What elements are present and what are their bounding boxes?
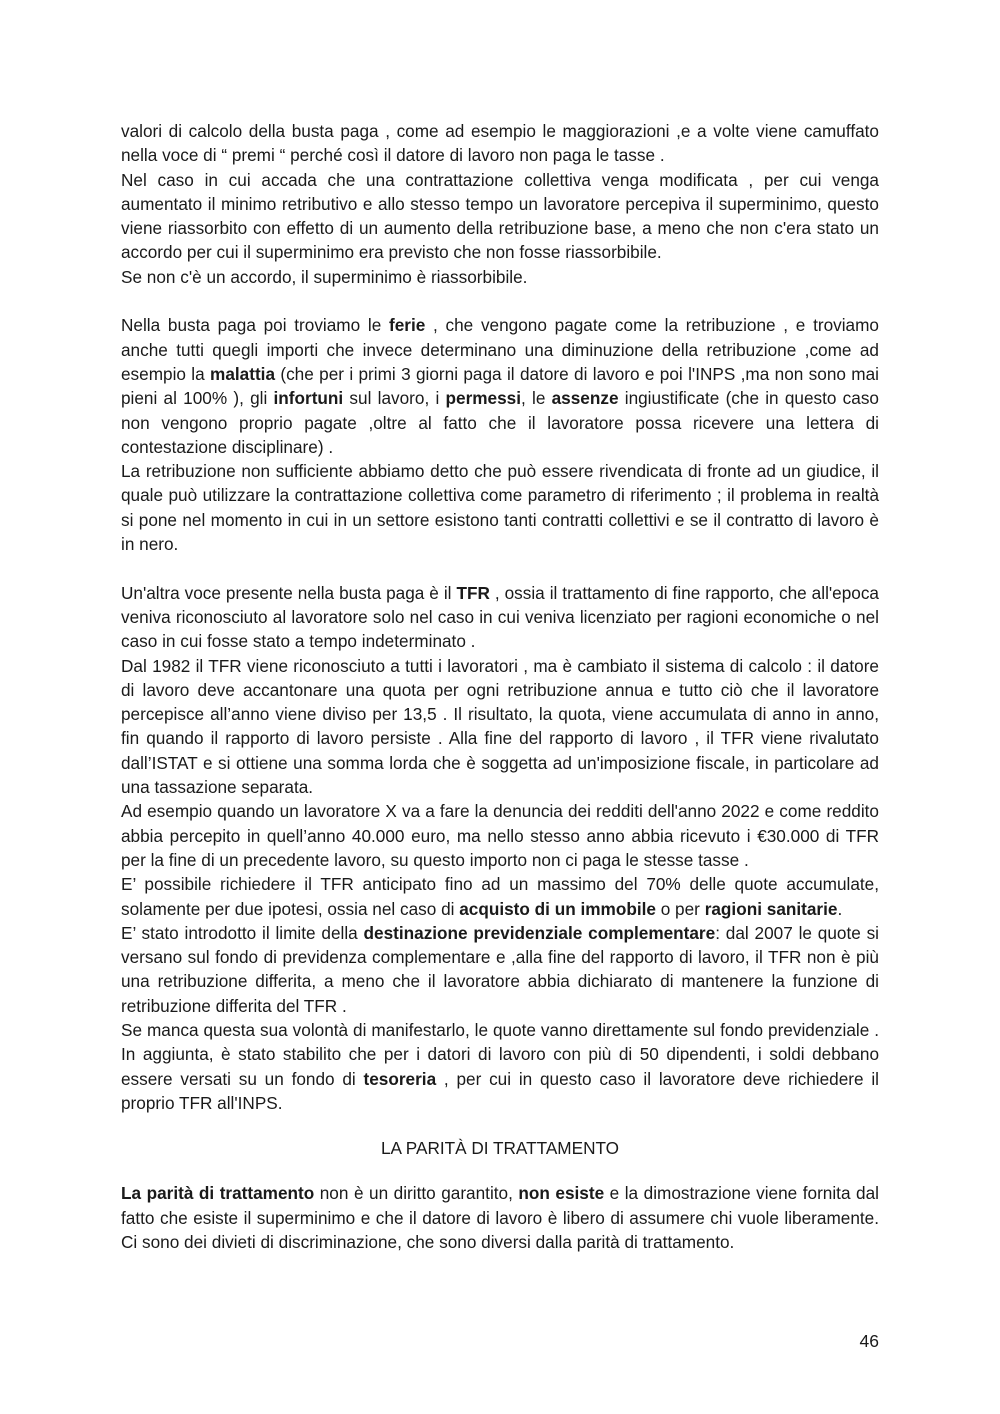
section-heading: LA PARITÀ DI TRATTAMENTO — [380, 1138, 620, 1159]
bold-term: acquisto di un immobile — [459, 898, 656, 919]
paragraph: valori di calcolo della busta paga , come ad esempio le maggiorazioni ,e a volte viene camuffato nella voce di “ premi “ perché così il datore di lavoro non paga le tasse . — [121, 121, 879, 166]
bold-term: ferie — [389, 315, 426, 336]
page-number: 46 — [859, 1331, 879, 1351]
bold-term: infortuni — [273, 388, 344, 409]
paragraph: La parità di trattamento non è un diritto garantito, non esiste e la dimostrazione viene fornita dal fatto che esiste il superminimo e che il datore di lavoro è libero di assumere chi vuole liberamente. Ci sono dei divieti di discriminazione, che sono diversi dalla parità di trattamento. — [121, 1183, 879, 1253]
paragraph-spacer — [121, 289, 879, 313]
paragraph-spacer — [121, 556, 879, 580]
bold-term: TFR — [456, 582, 490, 603]
paragraph-spacer — [121, 1160, 879, 1181]
bold-term: destinazione previdenziale complementare — [363, 922, 716, 943]
bold-term: assenze — [551, 388, 619, 409]
bold-term: La parità di trattamento — [121, 1183, 315, 1204]
paragraph: Se manca questa sua volontà di manifestarlo, le quote vanno direttamente sul fondo previdenziale . In aggiunta, è stato stabilito che per i datori di lavoro con più di 50 dipendenti, i soldi debbano essere versati su un fondo di tesoreria , per cui in questo caso il lavoratore deve richiedere il proprio TFR all'INPS. — [121, 1019, 879, 1113]
paragraph-spacer — [121, 1115, 879, 1136]
paragraph: Se non c'è un accordo, il superminimo è riassorbibile. — [121, 266, 528, 287]
paragraph: La retribuzione non sufficiente abbiamo detto che può essere rivendicata di fronte ad un giudice, il quale può utilizzare la contrattazione collettiva come parametro di riferimento ; il problema in realtà si pone nel momento in cui in un settore esistono tanti contratti collettivi e se il contratto di lavoro è in nero. — [121, 461, 879, 555]
paragraph: E’ stato introdotto il limite della destinazione previdenziale complementare: dal 2007 le quote si versano sul fondo di previdenza complementare e ,alla fine del rapporto di lavoro, il TFR non è più una retribuzione differita, a meno che il lavoratore abbia dichiarato di mantenere la funzione di retribuzione differita del TFR . — [121, 922, 880, 1016]
bold-term: permessi — [445, 388, 521, 409]
bold-term: malattia — [210, 363, 276, 384]
paragraph: Ad esempio quando un lavoratore X va a fare la denuncia dei redditi dell'anno 2022 e come reddito abbia percepito in quell’anno 40.000 euro, ma nello stesso anno abbia ricevuto i €30.000 di TFR per la fine di un precedente lavoro, su questo importo non ci paga le stesse tasse . — [121, 801, 879, 870]
bold-term: ragioni sanitarie — [704, 898, 838, 919]
bold-term: tesoreria — [363, 1068, 437, 1089]
paragraph: Dal 1982 il TFR viene riconosciuto a tutti i lavoratori , ma è cambiato il sistema di calcolo : il datore di lavoro deve accantonare una quota per ogni retribuzione annua e tutto ciò che il lavoratore percepisce all’anno viene diviso per 13,5 . Il risultato, la quota, viene accumulata di anno in anno, fin quando il rapporto di lavoro persiste . Alla fine del rapporto di lavoro , il TFR viene rivalutato dall’ISTAT e si ottiene una somma lorda che è soggetta ad un'imposizione fiscale, in particolare ad una tassazione separata. — [121, 655, 879, 798]
bold-term: non esiste — [518, 1183, 605, 1204]
paragraph: E’ possibile richiedere il TFR anticipato fino ad un massimo del 70% delle quote accumulate, solamente per due ipotesi, ossia nel caso di acquisto di un immobile o per ragioni sanitarie. — [121, 874, 879, 919]
paragraph: Un'altra voce presente nella busta paga è il TFR , ossia il trattamento di fine rapporto, che all'epoca veniva riconosciuto al lavoratore solo nel caso in cui veniva licenziato per ragioni economiche o nel caso in cui fosse stato a tempo indeterminato . — [121, 582, 879, 652]
paragraph: Nella busta paga poi troviamo le ferie , che vengono pagate come la retribuzione , e troviamo anche tutti quegli importi che invece determinano una diminuzione della retribuzione ,come ad esempio la malattia (che per i primi 3 giorni paga il datore di lavoro e poi l'INPS ,ma non sono mai pieni al 100% ), gli infortuni sul lavoro, i permessi, le assenze ingiustificate (che in questo caso non vengono proprio pagate ,oltre al fatto che il lavoratore possa ricevere una lettera di contestazione disciplinare) . — [121, 315, 879, 457]
document-body — [121, 119, 879, 1254]
paragraph: Nel caso in cui accada che una contrattazione collettiva venga modificata , per cui venga aumentato il minimo retributivo e allo stesso tempo un lavoratore percepiva il superminimo, questo viene riassorbito con effetto di un aumento della retribuzione base, a meno che non c'era stato un accordo per cui il superminimo era previsto che non fosse riassorbibile. — [121, 169, 879, 263]
